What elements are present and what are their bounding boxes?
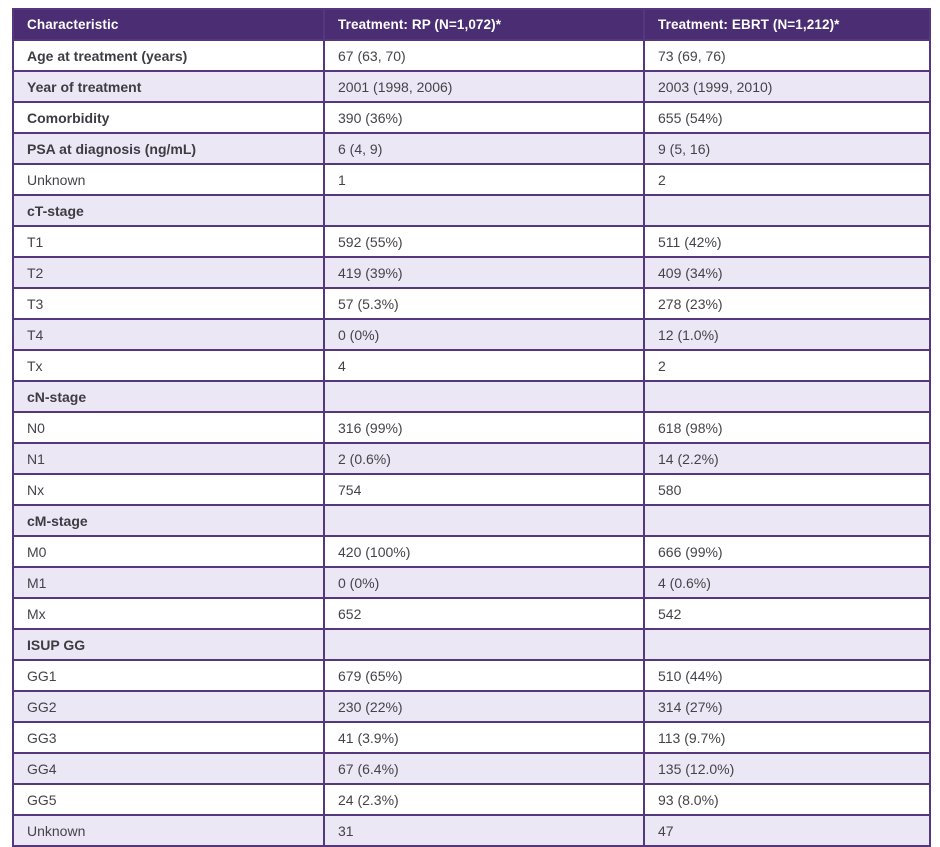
row-label-cell: cM-stage [13,505,324,536]
table-row [13,257,930,288]
rp-value-cell: 24 (2.3%) [324,784,644,815]
ebrt-value-cell: 278 (23%) [644,288,930,319]
table-row [13,567,930,598]
rp-value-cell: 652 [324,598,644,629]
row-label-cell: N0 [13,412,324,443]
header-row [13,9,930,40]
characteristics-table [12,8,931,847]
table-row [13,753,930,784]
ebrt-value-cell: 666 (99%) [644,536,930,567]
ebrt-value-cell: 580 [644,474,930,505]
rp-value-cell: 67 (63, 70) [324,40,644,71]
row-label-cell: T1 [13,226,324,257]
rp-value-cell: 0 (0%) [324,567,644,598]
row-label-cell: Tx [13,350,324,381]
table-row [13,288,930,319]
column-header-treatment-rp: Treatment: RP (N=1,072)* [324,9,644,40]
rp-value-cell: 4 [324,350,644,381]
row-label-cell: GG4 [13,753,324,784]
rp-value-cell [324,505,644,536]
rp-value-cell [324,381,644,412]
table-row [13,40,930,71]
section-row [13,505,930,536]
rp-value-cell: 31 [324,815,644,846]
table-row [13,815,930,846]
ebrt-value-cell: 93 (8.0%) [644,784,930,815]
rp-value-cell: 316 (99%) [324,412,644,443]
ebrt-value-cell: 510 (44%) [644,660,930,691]
row-label-cell: Mx [13,598,324,629]
table-row [13,164,930,195]
ebrt-value-cell [644,505,930,536]
row-label-cell: Unknown [13,815,324,846]
row-label-cell: M1 [13,567,324,598]
ebrt-value-cell [644,195,930,226]
ebrt-value-cell: 542 [644,598,930,629]
rp-value-cell: 57 (5.3%) [324,288,644,319]
table-row [13,691,930,722]
row-label-cell: Nx [13,474,324,505]
row-label-cell: Unknown [13,164,324,195]
row-label-cell: T2 [13,257,324,288]
ebrt-value-cell: 135 (12.0%) [644,753,930,784]
section-row [13,629,930,660]
rp-value-cell: 2001 (1998, 2006) [324,71,644,102]
rp-value-cell: 754 [324,474,644,505]
rp-value-cell [324,195,644,226]
ebrt-value-cell: 2 [644,164,930,195]
table-body [13,40,930,846]
ebrt-value-cell: 314 (27%) [644,691,930,722]
row-label-cell: cT-stage [13,195,324,226]
rp-value-cell [324,629,644,660]
row-label-cell: PSA at diagnosis (ng/mL) [13,133,324,164]
row-label-cell: ISUP GG [13,629,324,660]
table-row [13,133,930,164]
ebrt-value-cell: 2 [644,350,930,381]
row-label-cell: GG3 [13,722,324,753]
row-label-cell: Age at treatment (years) [13,40,324,71]
table-row [13,350,930,381]
table-row [13,412,930,443]
ebrt-value-cell: 12 (1.0%) [644,319,930,350]
rp-value-cell: 230 (22%) [324,691,644,722]
column-header-treatment-ebrt: Treatment: EBRT (N=1,212)* [644,9,930,40]
table-row [13,474,930,505]
rp-value-cell: 1 [324,164,644,195]
rp-value-cell: 679 (65%) [324,660,644,691]
table-row [13,536,930,567]
rp-value-cell: 592 (55%) [324,226,644,257]
rp-value-cell: 0 (0%) [324,319,644,350]
row-label-cell: GG5 [13,784,324,815]
characteristics-table-container [12,8,929,847]
table-row [13,722,930,753]
ebrt-value-cell: 47 [644,815,930,846]
ebrt-value-cell: 4 (0.6%) [644,567,930,598]
table-row [13,102,930,133]
table-row [13,598,930,629]
rp-value-cell: 420 (100%) [324,536,644,567]
table-row [13,226,930,257]
rp-value-cell: 419 (39%) [324,257,644,288]
rp-value-cell: 67 (6.4%) [324,753,644,784]
ebrt-value-cell: 14 (2.2%) [644,443,930,474]
row-label-cell: cN-stage [13,381,324,412]
rp-value-cell: 6 (4, 9) [324,133,644,164]
ebrt-value-cell: 618 (98%) [644,412,930,443]
row-label-cell: M0 [13,536,324,567]
row-label-cell: T3 [13,288,324,319]
ebrt-value-cell: 73 (69, 76) [644,40,930,71]
section-row [13,381,930,412]
table-row [13,784,930,815]
ebrt-value-cell: 409 (34%) [644,257,930,288]
row-label-cell: Comorbidity [13,102,324,133]
row-label-cell: N1 [13,443,324,474]
rp-value-cell: 41 (3.9%) [324,722,644,753]
ebrt-value-cell: 2003 (1999, 2010) [644,71,930,102]
column-header-characteristic: Characteristic [13,9,324,40]
ebrt-value-cell: 511 (42%) [644,226,930,257]
rp-value-cell: 2 (0.6%) [324,443,644,474]
table-row [13,319,930,350]
table-header [13,9,930,40]
ebrt-value-cell [644,629,930,660]
row-label-cell: Year of treatment [13,71,324,102]
ebrt-value-cell: 9 (5, 16) [644,133,930,164]
table-row [13,71,930,102]
table-row [13,443,930,474]
row-label-cell: GG2 [13,691,324,722]
row-label-cell: T4 [13,319,324,350]
ebrt-value-cell: 655 (54%) [644,102,930,133]
row-label-cell: GG1 [13,660,324,691]
table-row [13,660,930,691]
ebrt-value-cell: 113 (9.7%) [644,722,930,753]
rp-value-cell: 390 (36%) [324,102,644,133]
section-row [13,195,930,226]
ebrt-value-cell [644,381,930,412]
